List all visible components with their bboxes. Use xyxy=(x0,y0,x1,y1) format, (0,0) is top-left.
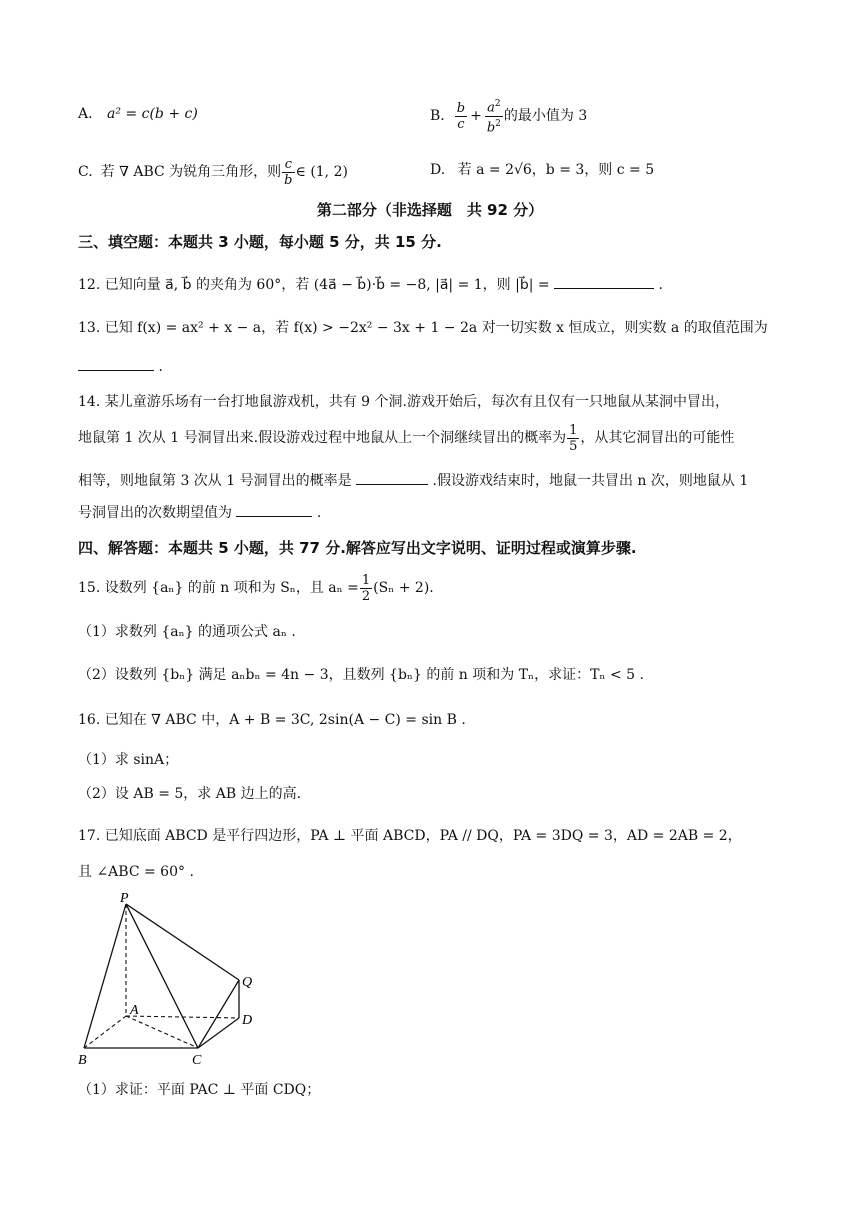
question-15-part2: （2）设数列 {bₙ} 满足 aₙbₙ = 4n − 3，且数列 {bₙ} 的前 n 项和为 Tₙ，求证：Tₙ < 5 . xyxy=(78,667,644,683)
label-b: B xyxy=(78,1053,87,1068)
option-b-label: B. xyxy=(430,108,445,124)
edge-cd xyxy=(198,1018,239,1048)
question-14-line3 xyxy=(78,470,748,491)
label-c: C xyxy=(192,1053,202,1068)
question-14-line2 xyxy=(78,418,734,458)
question-16-part1: （1）求 sinA； xyxy=(78,752,179,768)
fraction-c-over-b: $\frac{c}{b}$ xyxy=(284,156,293,188)
pyramid-figure xyxy=(70,888,270,1070)
option-a xyxy=(78,104,198,124)
q13-end: . xyxy=(158,359,163,375)
option-d-text: 若 a = 2√6，b = 3，则 c = 5 xyxy=(457,162,655,178)
q14-line3-a: 相等，则地鼠第 3 次从 1 号洞冒出的概率是 xyxy=(78,473,352,489)
question-13: 13. 已知 f(x) = ax² + x − a，若 f(x) > −2x² − 3x + 1 − 2a 对一切实数 x 恒成立，则实数 a 的取值范围为 xyxy=(78,320,768,336)
edge-ac-hidden xyxy=(126,1016,198,1048)
q14-answer-blank-1[interactable] xyxy=(356,470,428,485)
question-17-part1: （1）求证：平面 PAC ⊥ 平面 CDQ； xyxy=(78,1082,321,1098)
q15-main-b: (Sₙ + 2). xyxy=(373,580,434,596)
option-d-label: D. xyxy=(430,162,446,178)
question-15-part1: （1）求数列 {aₙ} 的通项公式 aₙ . xyxy=(78,624,296,640)
question-14-line1: 14. 某儿童游乐场有一台打地鼠游戏机，共有 9 个洞.游戏开始后，每次有且仅有一只地鼠从某洞中冒出， xyxy=(78,394,729,410)
question-17-line1: 17. 已知底面 ABCD 是平行四边形，PA ⊥ 平面 ABCD，PA // DQ，PA = 3DQ = 3，AD = 2AB = 2， xyxy=(78,828,742,844)
label-a: A xyxy=(130,1003,139,1018)
option-d xyxy=(430,160,654,180)
edge-ba-hidden xyxy=(84,1016,126,1048)
option-a-formula: a² = c(b + c) xyxy=(107,106,198,122)
question-15 xyxy=(78,568,434,608)
option-c-label: C. xyxy=(78,164,93,180)
fraction-b-over-c: $\frac{b}{c}$ xyxy=(456,100,466,132)
q14-line2-b: ，从其它洞冒出的可能性 xyxy=(580,430,735,446)
q14-answer-blank-2[interactable] xyxy=(236,502,312,517)
fraction-a2-over-b2: $\frac{a^2}{b^2}$ xyxy=(486,99,501,135)
label-q: Q xyxy=(242,975,253,990)
q14-line4-a: 号洞冒出的次数期望值为 xyxy=(78,505,232,521)
question-17-line2: 且 ∠ABC = 60° . xyxy=(78,864,194,880)
option-b-text: 的最小值为 3 xyxy=(503,108,588,124)
edge-cq xyxy=(198,980,239,1048)
question-13-answer xyxy=(78,356,163,377)
option-c-prefix: 若 ∇ ABC 为锐角三角形，则 xyxy=(100,164,282,180)
edge-pb xyxy=(84,904,126,1048)
label-p: P xyxy=(120,891,129,906)
q13-answer-blank[interactable] xyxy=(78,356,154,371)
option-a-label: A. xyxy=(78,106,93,122)
fraction-one-half: $\frac{1}{2}$ xyxy=(361,572,371,604)
q14-line3-b: .假设游戏结束时，地鼠一共冒出 n 次，则地鼠从 1 xyxy=(432,473,749,489)
question-16-part2: （2）设 AB = 5，求 AB 边上的高. xyxy=(78,786,302,802)
question-12 xyxy=(78,274,663,295)
label-d: D xyxy=(242,1013,253,1028)
plus-sign: + xyxy=(470,108,482,124)
q14-line2-a: 地鼠第 1 次从 1 号洞冒出来.假设游戏过程中地鼠从上一个洞继续冒出的概率为 xyxy=(78,430,567,446)
q12-end: . xyxy=(658,277,663,293)
question-16: 16. 已知在 ∇ ABC 中，A + B = 3C, 2sin(A − C) = sin B . xyxy=(78,712,466,728)
part2-title: 第二部分（非选择题 共 92 分） xyxy=(316,201,544,219)
q12-answer-blank[interactable] xyxy=(554,274,654,289)
edge-pq xyxy=(126,904,239,980)
option-b xyxy=(430,96,587,136)
section3-title: 三、填空题：本题共 3 小题，每小题 5 分，共 15 分. xyxy=(78,233,442,251)
edge-pc xyxy=(126,904,198,1048)
section4-title: 四、解答题：本题共 5 小题，共 77 分.解答应写出文字说明、证明过程或演算步骤. xyxy=(78,539,637,557)
question-14-line4 xyxy=(78,502,321,523)
fraction-one-fifth: $\frac{1}{5}$ xyxy=(569,422,578,454)
option-c-suffix: ∈ (1, 2) xyxy=(295,164,348,180)
q14-line4-end: . xyxy=(316,505,322,521)
q15-main-a: 15. 设数列 {aₙ} 的前 n 项和为 Sₙ，且 aₙ = xyxy=(78,580,359,596)
q12-text: 12. 已知向量 a⃗, b⃗ 的夹角为 60°，若 (4a⃗ − b⃗)·b⃗ = −8, |a⃗| = 1，则 |b⃗| = xyxy=(78,277,550,293)
option-c xyxy=(78,152,348,192)
